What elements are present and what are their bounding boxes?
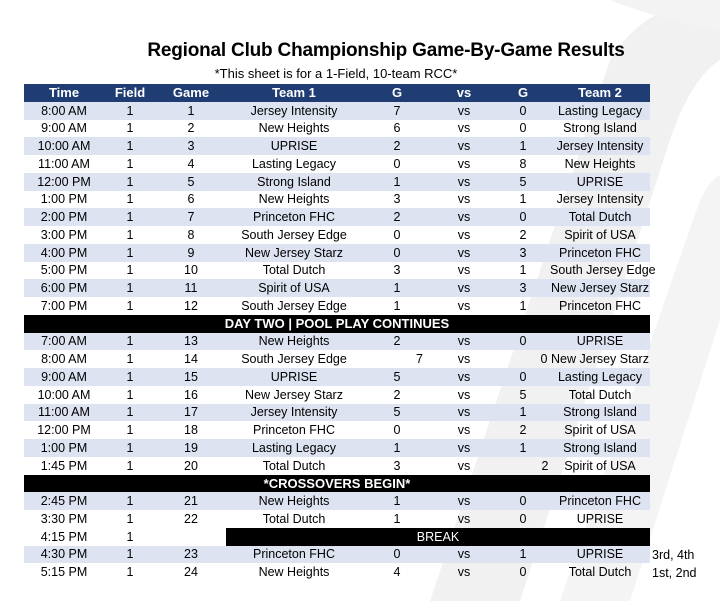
time-cell: 7:00 AM	[24, 333, 104, 351]
field-cell: 1	[104, 102, 156, 120]
team2-cell: Princeton FHC	[550, 492, 650, 510]
table-row	[24, 386, 650, 404]
team1-cell: Princeton FHC	[226, 546, 362, 564]
time-cell: 5:15 PM	[40, 565, 88, 580]
time-cell: 6:00 PM	[24, 279, 104, 297]
field-cell: 1	[126, 192, 134, 207]
page-title: Regional Club Championship Game-By-Game Results	[147, 40, 625, 61]
time-cell: 1:45 PM	[40, 458, 88, 473]
vs-cell: vs	[457, 298, 471, 313]
field-cell: 1	[126, 387, 134, 402]
table-row	[24, 457, 650, 475]
game-cell: 8	[187, 227, 195, 242]
field-cell: 1	[126, 529, 134, 544]
game-cell: 7	[156, 208, 226, 226]
team2-goals-cell: 3	[496, 279, 550, 297]
team2-goals-cell: 1	[496, 137, 550, 155]
team2-goals-cell: 0	[496, 208, 550, 226]
time-cell: 11:00 AM	[24, 404, 104, 422]
table-row	[24, 208, 650, 226]
team1-cell: New Jersey Starz	[226, 244, 362, 262]
vs-cell: vs	[457, 156, 471, 171]
team1-cell: South Jersey Edge	[241, 352, 347, 367]
field-cell: 1	[104, 208, 156, 226]
team2-goals-cell: 0	[496, 102, 550, 120]
team1-cell: New Jersey Starz	[245, 387, 343, 402]
field-cell: 1	[126, 352, 134, 367]
team2-cell: UPRISE	[550, 333, 650, 351]
field-cell: 1	[126, 121, 134, 136]
vs-cell: vs	[432, 333, 496, 351]
team1-cell: UPRISE	[226, 368, 362, 386]
table-row	[24, 563, 650, 581]
table-row	[24, 262, 650, 280]
team2-cell: Lasting Legacy	[550, 102, 650, 120]
team1-goals-cell: 6	[393, 121, 401, 136]
time-cell: 4:30 PM	[24, 546, 104, 564]
column-header: G	[496, 84, 550, 102]
vs-cell: vs	[457, 458, 471, 473]
team1-goals-cell: 1	[362, 492, 432, 510]
team2-goals-cell: 8	[519, 156, 527, 171]
table-row	[24, 120, 650, 138]
time-cell: 3:30 PM	[40, 511, 88, 526]
game-cell: 23	[156, 546, 226, 564]
team1-goals-cell: 3	[393, 458, 401, 473]
column-header: Field	[104, 84, 156, 102]
team1-cell: Jersey Intensity	[226, 102, 362, 120]
vs-cell: vs	[432, 208, 496, 226]
team2-cell: New Jersey Starz	[551, 352, 649, 367]
game-cell: 1	[156, 102, 226, 120]
vs-cell: vs	[432, 137, 496, 155]
vs-cell: vs	[432, 244, 496, 262]
table-row	[24, 421, 650, 439]
team1-goals-cell: 0	[362, 546, 432, 564]
field-cell: 1	[126, 263, 134, 278]
team2-cell: Spirit of USA	[564, 458, 636, 473]
table-row	[24, 492, 650, 510]
team2-cell: Jersey Intensity	[550, 137, 650, 155]
field-cell: 1	[104, 244, 156, 262]
team1-goals-cell: 5	[362, 368, 432, 386]
vs-cell: vs	[457, 387, 471, 402]
team1-goals-cell: 1	[362, 439, 432, 457]
results-table	[24, 84, 656, 581]
team2-goals-cell: 0	[519, 565, 527, 580]
team2-goals-cell: 2	[519, 423, 527, 438]
team2-goals-cell: 1	[519, 192, 527, 207]
team2-goals-cell: 1	[496, 404, 550, 422]
team2-goals-cell: 0	[519, 511, 527, 526]
table-row	[24, 102, 650, 120]
empty-cell	[156, 528, 226, 546]
team1-cell: Princeton FHC	[253, 423, 335, 438]
team1-goals-cell: 1	[362, 279, 432, 297]
time-cell: 12:00 PM	[24, 173, 104, 191]
section-divider-day-two	[24, 315, 650, 333]
field-cell: 1	[104, 546, 156, 564]
team2-cell: UPRISE	[550, 173, 650, 191]
team2-goals-cell: 0	[496, 368, 550, 386]
team2-cell: UPRISE	[550, 546, 650, 564]
table-row	[24, 368, 650, 386]
time-cell: 1:00 PM	[24, 439, 104, 457]
time-cell: 3:00 PM	[40, 227, 88, 242]
game-cell: 19	[156, 439, 226, 457]
team1-cell: Spirit of USA	[226, 279, 362, 297]
game-cell: 13	[156, 333, 226, 351]
team1-goals-cell: 3	[393, 263, 401, 278]
game-cell: 12	[184, 298, 198, 313]
team2-goals-cell: 0	[519, 121, 527, 136]
time-cell: 11:00 AM	[38, 156, 90, 171]
team2-cell: Jersey Intensity	[556, 192, 644, 207]
team2-cell: New Jersey Starz	[551, 281, 649, 296]
team1-goals-cell: 2	[362, 137, 432, 155]
team2-cell: Strong Island	[563, 121, 637, 136]
team1-goals-cell: 0	[393, 423, 401, 438]
table-row	[24, 226, 650, 244]
team1-goals-cell: 5	[362, 404, 432, 422]
vs-cell: vs	[457, 227, 471, 242]
time-cell: 5:00 PM	[40, 263, 88, 278]
column-header: Game	[156, 84, 226, 102]
team1-cell: Total Dutch	[262, 458, 326, 473]
field-cell: 1	[104, 368, 156, 386]
field-cell: 1	[126, 565, 134, 580]
game-cell: 11	[156, 279, 226, 297]
section-label: DAY TWO | POOL PLAY CONTINUES	[24, 315, 650, 333]
game-cell: 20	[184, 458, 198, 473]
team2-goals-cell: 5	[496, 173, 550, 191]
field-cell: 1	[126, 458, 134, 473]
game-cell: 6	[187, 192, 195, 207]
team2-cell: Total Dutch	[568, 387, 632, 402]
table-row	[24, 137, 650, 155]
time-cell: 9:00 AM	[24, 368, 104, 386]
vs-cell: vs	[432, 368, 496, 386]
team2-cell: New Heights	[564, 156, 636, 171]
team1-cell: New Heights	[258, 121, 330, 136]
team2-cell: Total Dutch	[550, 208, 650, 226]
break-row	[24, 528, 650, 546]
time-cell: 8:00 AM	[24, 102, 104, 120]
team1-goals-cell: 3	[393, 192, 401, 207]
vs-cell: vs	[432, 173, 496, 191]
team1-cell: New Heights	[226, 492, 362, 510]
team2-goals-cell: 1	[496, 439, 550, 457]
game-cell: 14	[184, 352, 198, 367]
team1-cell: Jersey Intensity	[226, 404, 362, 422]
game-cell: 24	[184, 565, 198, 580]
vs-cell: vs	[457, 192, 471, 207]
team1-cell: New Heights	[258, 192, 330, 207]
team1-goals-cell: 1	[393, 298, 401, 313]
table-row	[24, 404, 650, 422]
table-row	[24, 279, 650, 297]
team1-goals-cell: 0	[393, 156, 401, 171]
game-cell: 18	[184, 423, 198, 438]
team1-cell: Lasting Legacy	[251, 156, 337, 171]
game-cell: 10	[184, 263, 198, 278]
table-row	[24, 510, 650, 528]
team1-cell: UPRISE	[226, 137, 362, 155]
vs-cell: vs	[432, 404, 496, 422]
time-cell: 2:45 PM	[24, 492, 104, 510]
team1-goals-cell: 7	[416, 352, 423, 367]
vs-cell: vs	[432, 279, 496, 297]
time-cell: 7:00 PM	[40, 298, 88, 313]
placement-note: 3rd, 4th	[652, 548, 695, 562]
team1-goals-cell: 7	[362, 102, 432, 120]
team1-cell: South Jersey Edge	[241, 227, 347, 242]
field-cell: 1	[126, 423, 134, 438]
vs-cell: vs	[457, 511, 471, 526]
table-row	[24, 297, 650, 315]
game-cell: 4	[187, 156, 195, 171]
table-row	[24, 155, 650, 173]
team2-cell: Total Dutch	[568, 565, 632, 580]
team1-goals-cell: 4	[393, 565, 401, 580]
table-row	[24, 244, 650, 262]
vs-cell: vs	[457, 423, 471, 438]
time-cell: 2:00 PM	[24, 208, 104, 226]
team2-goals-cell: 2	[541, 458, 549, 473]
field-cell: 1	[126, 298, 134, 313]
time-cell: 8:00 AM	[41, 352, 87, 367]
time-cell: 9:00 AM	[41, 121, 87, 136]
team2-cell: Spirit of USA	[564, 227, 636, 242]
table-row	[24, 439, 650, 457]
team1-goals-cell: 1	[362, 173, 432, 191]
team2-goals-cell: 5	[519, 387, 527, 402]
field-cell: 1	[104, 137, 156, 155]
team2-cell: South Jersey Edge	[550, 263, 656, 278]
game-cell: 16	[184, 387, 198, 402]
time-cell: 4:00 PM	[24, 244, 104, 262]
column-header: Time	[24, 84, 104, 102]
team1-cell: South Jersey Edge	[241, 298, 347, 313]
team2-goals-cell: 1	[519, 298, 527, 313]
game-cell: 15	[156, 368, 226, 386]
vs-cell: vs	[432, 439, 496, 457]
time-cell: 10:00 AM	[24, 137, 104, 155]
team1-goals-cell: 0	[393, 227, 401, 242]
team1-goals-cell: 2	[362, 333, 432, 351]
team1-cell: Princeton FHC	[226, 208, 362, 226]
field-cell: 1	[126, 227, 134, 242]
vs-cell: vs	[457, 263, 471, 278]
time-cell: 12:00 PM	[37, 423, 91, 438]
team2-cell: Lasting Legacy	[550, 368, 650, 386]
vs-cell: vs	[432, 492, 496, 510]
team1-goals-cell: 2	[362, 208, 432, 226]
team2-goals-cell: 1	[496, 546, 550, 564]
column-header: Team 2	[550, 84, 650, 102]
field-cell: 1	[104, 439, 156, 457]
field-cell: 1	[104, 333, 156, 351]
time-cell: 1:00 PM	[40, 192, 88, 207]
field-cell: 1	[126, 156, 134, 171]
break-label: BREAK	[226, 528, 650, 546]
vs-cell: vs	[432, 102, 496, 120]
vs-cell: vs	[432, 546, 496, 564]
team2-goals-cell: 3	[496, 244, 550, 262]
team2-cell: UPRISE	[576, 511, 624, 526]
field-cell: 1	[104, 404, 156, 422]
field-cell: 1	[104, 173, 156, 191]
page-subtitle: *This sheet is for a 1-Field, 10-team RCC*	[214, 66, 458, 81]
team2-cell: Princeton FHC	[559, 298, 641, 313]
field-cell: 1	[126, 511, 134, 526]
vs-cell: vs	[457, 121, 471, 136]
time-cell: 4:15 PM	[40, 529, 88, 544]
table-row	[24, 333, 650, 351]
team1-goals-cell: 2	[393, 387, 401, 402]
section-divider-crossovers	[24, 475, 650, 493]
column-header: Team 1	[226, 84, 362, 102]
team1-cell: Lasting Legacy	[226, 439, 362, 457]
game-cell: 17	[156, 404, 226, 422]
game-cell: 5	[156, 173, 226, 191]
team2-goals-cell: 1	[519, 263, 527, 278]
team1-cell: Strong Island	[226, 173, 362, 191]
team2-cell: Strong Island	[550, 439, 650, 457]
team2-cell: Strong Island	[550, 404, 650, 422]
team2-goals-cell: 2	[519, 227, 527, 242]
game-cell: 22	[184, 511, 198, 526]
field-cell: 1	[104, 279, 156, 297]
section-label: *CROSSOVERS BEGIN*	[24, 475, 650, 493]
field-cell: 1	[104, 492, 156, 510]
team1-cell: Total Dutch	[262, 263, 326, 278]
team1-cell: New Heights	[226, 333, 362, 351]
table-row	[24, 191, 650, 209]
team1-cell: New Heights	[258, 565, 330, 580]
table-row	[24, 350, 650, 368]
game-cell: 3	[156, 137, 226, 155]
table-row	[24, 546, 650, 564]
vs-cell: vs	[457, 565, 471, 580]
time-cell: 10:00 AM	[37, 387, 91, 402]
team2-cell: Princeton FHC	[550, 244, 650, 262]
game-cell: 9	[156, 244, 226, 262]
team2-cell: Spirit of USA	[564, 423, 636, 438]
team2-goals-cell: 0	[540, 352, 548, 367]
placement-note: 1st, 2nd	[652, 566, 697, 580]
team1-cell: Total Dutch	[262, 511, 326, 526]
vs-cell: vs	[457, 352, 471, 367]
team2-goals-cell: 0	[496, 333, 550, 351]
column-header: vs	[432, 84, 496, 102]
team1-goals-cell: 0	[362, 244, 432, 262]
table-header-row	[24, 84, 650, 102]
team1-goals-cell: 1	[393, 511, 401, 526]
team2-goals-cell: 0	[496, 492, 550, 510]
column-header: G	[362, 84, 432, 102]
game-cell: 21	[156, 492, 226, 510]
game-cell: 2	[187, 121, 195, 136]
table-row	[24, 173, 650, 191]
